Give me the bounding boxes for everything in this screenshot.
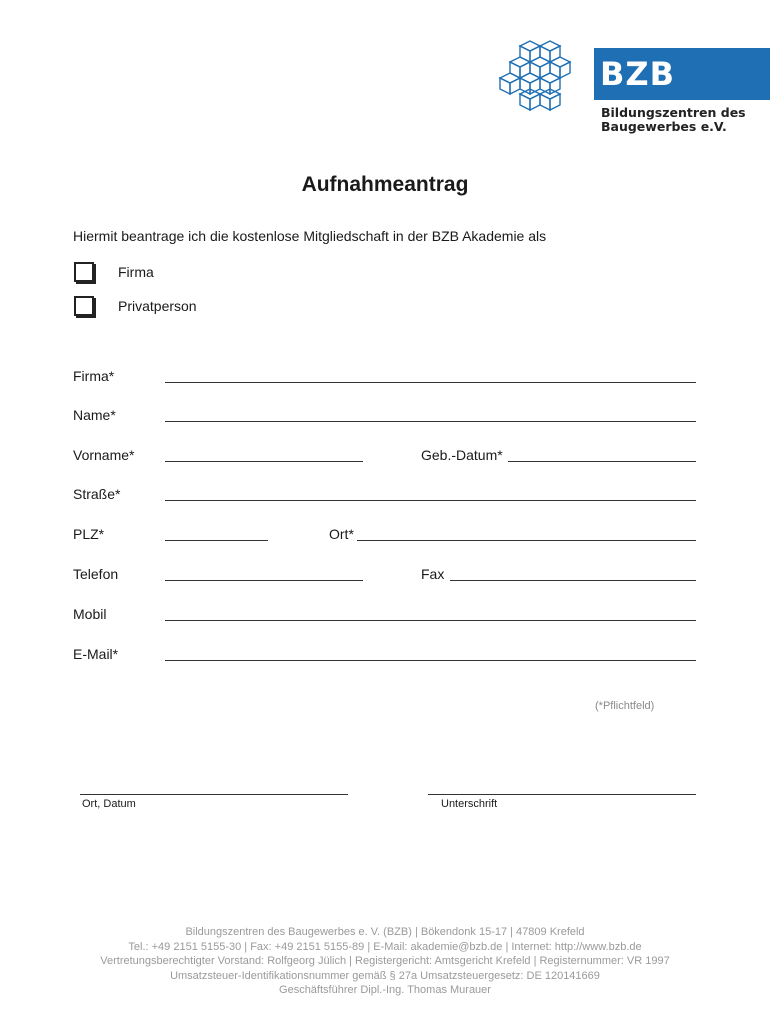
fax-input-line[interactable] <box>450 580 696 581</box>
mobil-field-label: Mobil <box>73 606 107 622</box>
option-firma-label: Firma <box>118 264 154 280</box>
option-privatperson-label: Privatperson <box>118 298 197 314</box>
logo-box-text: BZB <box>600 55 675 93</box>
signature-label: Unterschrift <box>441 798 498 810</box>
bzb-logo <box>490 40 770 140</box>
fax-field-label: Fax <box>421 566 445 582</box>
place-date-line[interactable] <box>80 794 348 795</box>
geb-datum-input-line[interactable] <box>508 461 696 462</box>
option-privatperson[interactable] <box>74 296 197 316</box>
logo-subtitle-line1: Bildungszentren des <box>601 105 746 120</box>
page-title: Aufnahmeantrag <box>301 173 469 196</box>
logo-subtitle-line2: Baugewerbes e.V. <box>601 119 727 134</box>
required-note: (*Pflichtfeld) <box>595 700 655 712</box>
firma-input-line[interactable] <box>165 382 696 383</box>
vorname-input-line[interactable] <box>165 461 363 462</box>
name-input-line[interactable] <box>165 421 696 422</box>
mobil-input-line[interactable] <box>165 620 696 621</box>
email-field-label: E-Mail* <box>73 646 119 662</box>
strasse-input-line[interactable] <box>165 500 696 501</box>
email-input-line[interactable] <box>165 660 696 661</box>
telefon-field-label: Telefon <box>73 566 119 582</box>
place-date-label: Ort, Datum <box>82 798 136 810</box>
ort-field-label: Ort* <box>329 526 354 542</box>
footer <box>0 925 770 998</box>
vorname-field-label: Vorname* <box>73 447 135 463</box>
logo-subtitle <box>601 106 746 134</box>
plz-input-line[interactable] <box>165 540 268 541</box>
footer-line: Tel.: +49 2151 5155-30 | Fax: +49 2151 5155-89 | E-Mail: akademie@bzb.de | Internet: http://www.bzb.de <box>128 940 642 953</box>
cube-cluster-icon <box>490 40 580 112</box>
intro-text: Hiermit beantrage ich die kostenlose Mitgliedschaft in der BZB Akademie als <box>73 228 547 244</box>
firma-field-label: Firma* <box>73 368 115 384</box>
plz-field-label: PLZ* <box>73 526 105 542</box>
footer-line: Vertretungsberechtigter Vorstand: Rolfgeorg Jülich | Registergericht: Amtsgericht Krefeld | Registernummer: VR 1997 <box>100 955 670 967</box>
ort-input-line[interactable] <box>357 540 696 541</box>
telefon-input-line[interactable] <box>165 580 363 581</box>
footer-line: Umsatzsteuer-Identifikationsnummer gemäß § 27a Umsatzsteuergesetz: DE 120141669 <box>170 969 600 982</box>
option-firma[interactable] <box>74 262 154 282</box>
signature-line[interactable] <box>428 794 696 795</box>
firma-checkbox[interactable] <box>74 262 94 282</box>
footer-line: Geschäftsführer Dipl.-Ing. Thomas Murauer <box>279 984 491 996</box>
footer-line: Bildungszentren des Baugewerbes e. V. (BZB) | Bökendonk 15-17 | 47809 Krefeld <box>185 926 585 938</box>
strasse-field-label: Straße* <box>73 486 121 502</box>
geb-datum-field-label: Geb.-Datum* <box>421 447 503 463</box>
privatperson-checkbox[interactable] <box>74 296 94 316</box>
name-field-label: Name* <box>73 407 116 423</box>
